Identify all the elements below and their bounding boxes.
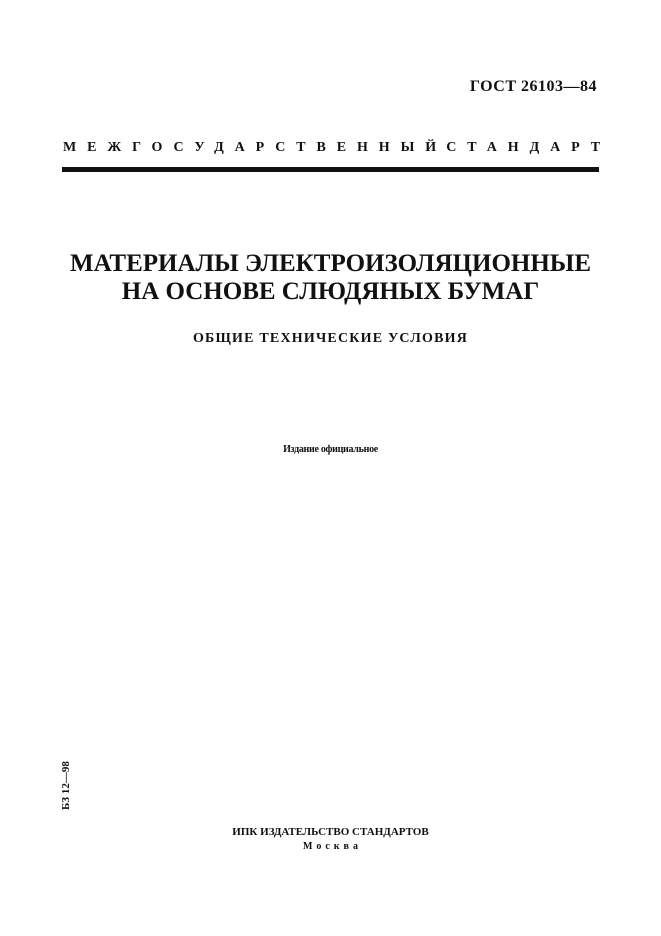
publisher-city: Москва xyxy=(303,841,362,852)
edition-note: Издание официальное xyxy=(283,444,378,455)
standard-type-word-2: СТАНДАРТ xyxy=(446,140,611,155)
title-line-2: НА ОСНОВЕ СЛЮДЯНЫХ БУМАГ xyxy=(121,278,540,305)
header-rule xyxy=(62,167,599,172)
standard-type-word-1: МЕЖГОСУДАРСТВЕННЫЙ xyxy=(63,140,448,155)
side-code: БЗ 12—98 xyxy=(60,761,72,810)
document-subtitle: ОБЩИЕ ТЕХНИЧЕСКИЕ УСЛОВИЯ xyxy=(192,331,469,346)
document-number: ГОСТ 26103—84 xyxy=(469,78,597,95)
title-line-1: МАТЕРИАЛЫ ЭЛЕКТРОИЗОЛЯЦИОННЫЕ xyxy=(69,250,592,277)
publisher-name: ИПК ИЗДАТЕЛЬСТВО СТАНДАРТОВ xyxy=(232,826,429,838)
document-title xyxy=(0,250,661,306)
